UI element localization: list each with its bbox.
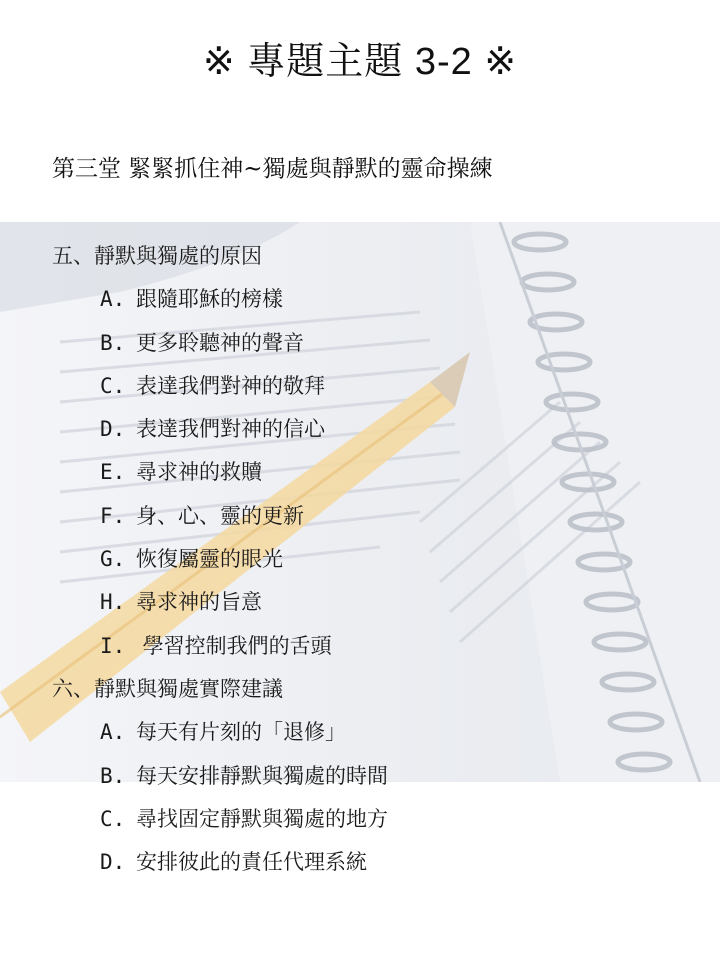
item-letter: C. xyxy=(100,806,126,831)
list-item xyxy=(52,281,388,324)
list-item xyxy=(52,584,388,627)
lesson-subtitle: 第三堂 緊緊抓住神~獨處與靜默的靈命操練 xyxy=(52,156,493,182)
list-item xyxy=(52,758,388,801)
list-item xyxy=(52,628,388,671)
item-text: 身、心、靈的更新 xyxy=(136,503,304,528)
item-text: 尋找固定靜默與獨處的地方 xyxy=(136,806,388,831)
item-letter: A. xyxy=(100,720,126,745)
item-text: 每天安排靜默與獨處的時間 xyxy=(136,763,388,788)
list-item xyxy=(52,498,388,541)
item-text: 每天有片刻的「退修」 xyxy=(136,720,346,745)
list-item xyxy=(52,454,388,497)
item-text: 跟隨耶穌的榜樣 xyxy=(136,287,283,312)
item-letter: A. xyxy=(100,287,126,312)
item-text: 恢復屬靈的眼光 xyxy=(136,547,283,572)
list-item xyxy=(52,801,388,844)
item-letter: D. xyxy=(100,417,126,442)
item-letter: D. xyxy=(100,850,126,875)
outline-list xyxy=(52,238,388,887)
list-item xyxy=(52,714,388,757)
item-text: 更多聆聽神的聲音 xyxy=(136,330,304,355)
list-item xyxy=(52,541,388,584)
list-item xyxy=(52,325,388,368)
item-text: 安排彼此的責任代理系統 xyxy=(136,850,367,875)
item-letter: B. xyxy=(100,330,126,355)
item-text: 尋求神的旨意 xyxy=(136,590,262,615)
item-text: 表達我們對神的敬拜 xyxy=(136,373,325,398)
list-item xyxy=(52,411,388,454)
section-heading: 五、靜默與獨處的原因 xyxy=(52,244,262,268)
item-letter: E. xyxy=(100,460,126,485)
page-title: ※ 專題主題 3-2 ※ xyxy=(202,41,518,83)
item-letter: H. xyxy=(100,590,126,615)
item-letter: G. xyxy=(100,547,126,572)
item-text: 學習控制我們的舌頭 xyxy=(136,633,332,658)
list-item xyxy=(52,844,388,887)
item-letter: I. xyxy=(100,633,126,658)
item-letter: C. xyxy=(100,373,126,398)
list-item xyxy=(52,368,388,411)
item-letter: F. xyxy=(100,503,126,528)
item-text: 表達我們對神的信心 xyxy=(136,417,325,442)
item-text: 尋求神的救贖 xyxy=(136,460,262,485)
section-heading: 六、靜默與獨處實際建議 xyxy=(52,676,283,701)
item-letter: B. xyxy=(100,763,126,788)
